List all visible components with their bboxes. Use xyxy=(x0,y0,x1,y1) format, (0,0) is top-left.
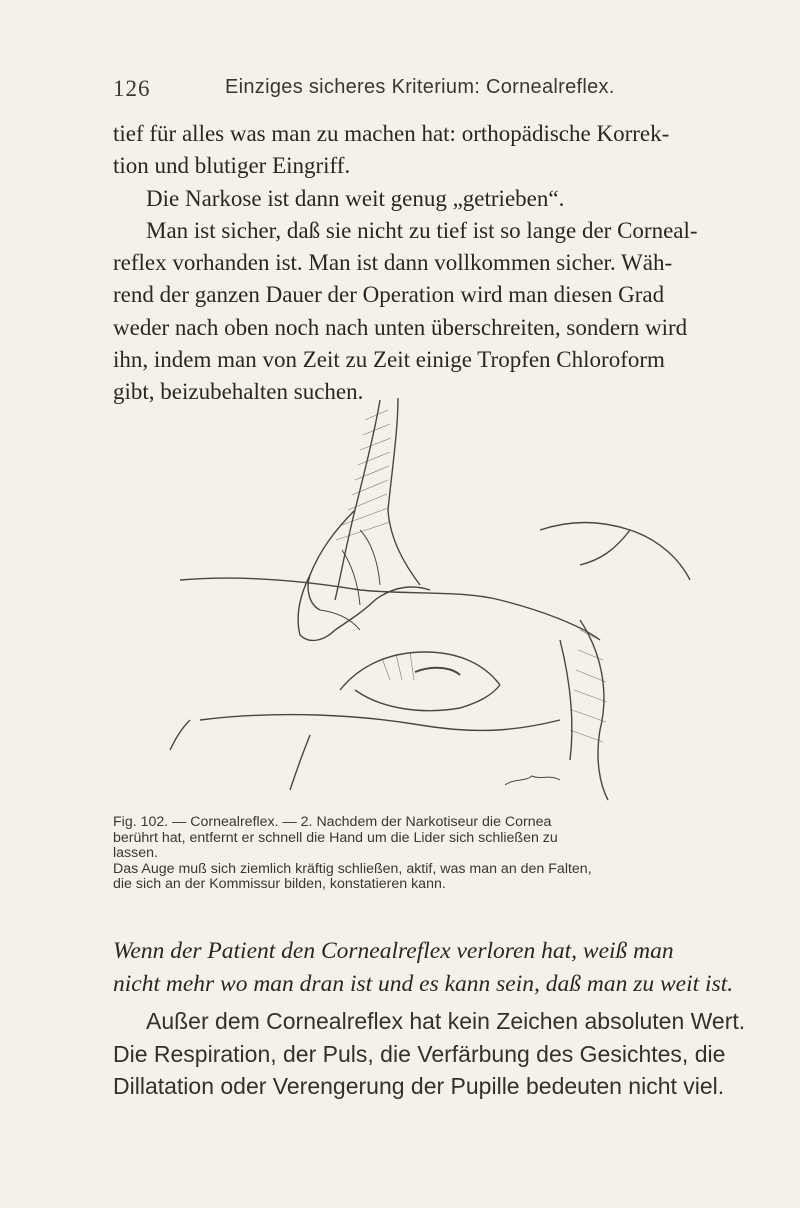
text-line: rend der ganzen Dauer der Operation wird man diesen Grad xyxy=(113,282,665,308)
text-line: gibt, beizubehalten suchen. xyxy=(113,379,364,405)
text-line: Außer dem Cornealreflex hat kein Zeichen absoluten Wert. xyxy=(146,1008,746,1034)
italic-paragraph xyxy=(113,935,755,1001)
paragraph-4 xyxy=(113,1005,755,1103)
text-line: tion und blutiger Eingriff. xyxy=(113,153,351,179)
caption-line: lassen. xyxy=(113,845,158,862)
text-line: Dillatation oder Verengerung der Pupille bedeuten nicht viel. xyxy=(113,1073,725,1099)
running-title: Einziges sicheres Kriterium: Cornealreflex. xyxy=(225,76,615,98)
caption-line: berührt hat, entfernt er schnell die Hand um die Lider sich schließen zu xyxy=(113,829,558,846)
paragraph-1 xyxy=(113,118,755,183)
text-line: Man ist sicher, daß sie nicht zu tief ist so lange der Corneal- xyxy=(146,217,698,243)
hand-drawing xyxy=(298,398,430,640)
text-line: nicht mehr wo man dran ist und es kann sein, daß man zu weit ist. xyxy=(113,971,734,997)
figure-caption xyxy=(113,815,755,893)
caption-line: Fig. 102. — Cornealreflex. — 2. Nachdem der Narkotiseur die Cornea xyxy=(113,814,552,830)
page-number: 126 xyxy=(113,76,151,101)
text-line: ihn, indem man von Zeit zu Zeit einige Tropfen Chloroform xyxy=(113,347,665,373)
caption-line: Das Auge muß sich ziemlich kräftig schließen, aktif, was man an den Falten, xyxy=(113,860,592,877)
text-line: Wenn der Patient den Cornealreflex verloren hat, weiß man xyxy=(113,938,674,964)
text-line: Die Narkose ist dann weit genug „getrieben“. xyxy=(146,185,565,211)
caption-line: die sich an der Kommissur bilden, konstatieren kann. xyxy=(113,876,446,893)
paragraph-2 xyxy=(113,183,755,215)
cornealreflex-illustration xyxy=(160,390,740,810)
page-header xyxy=(113,76,753,102)
text-line: Die Respiration, der Puls, die Verfärbung des Gesichtes, die xyxy=(113,1040,726,1067)
text-line: weder nach oben noch nach unten überschreiten, sondern wird xyxy=(113,314,688,340)
paragraph-3 xyxy=(113,215,755,409)
text-line: reflex vorhanden ist. Man ist dann vollkommen sicher. Wäh- xyxy=(113,250,673,276)
face-drawing xyxy=(170,523,690,801)
text-line: tief für alles was man zu machen hat: orthopädische Korrek- xyxy=(113,121,670,146)
